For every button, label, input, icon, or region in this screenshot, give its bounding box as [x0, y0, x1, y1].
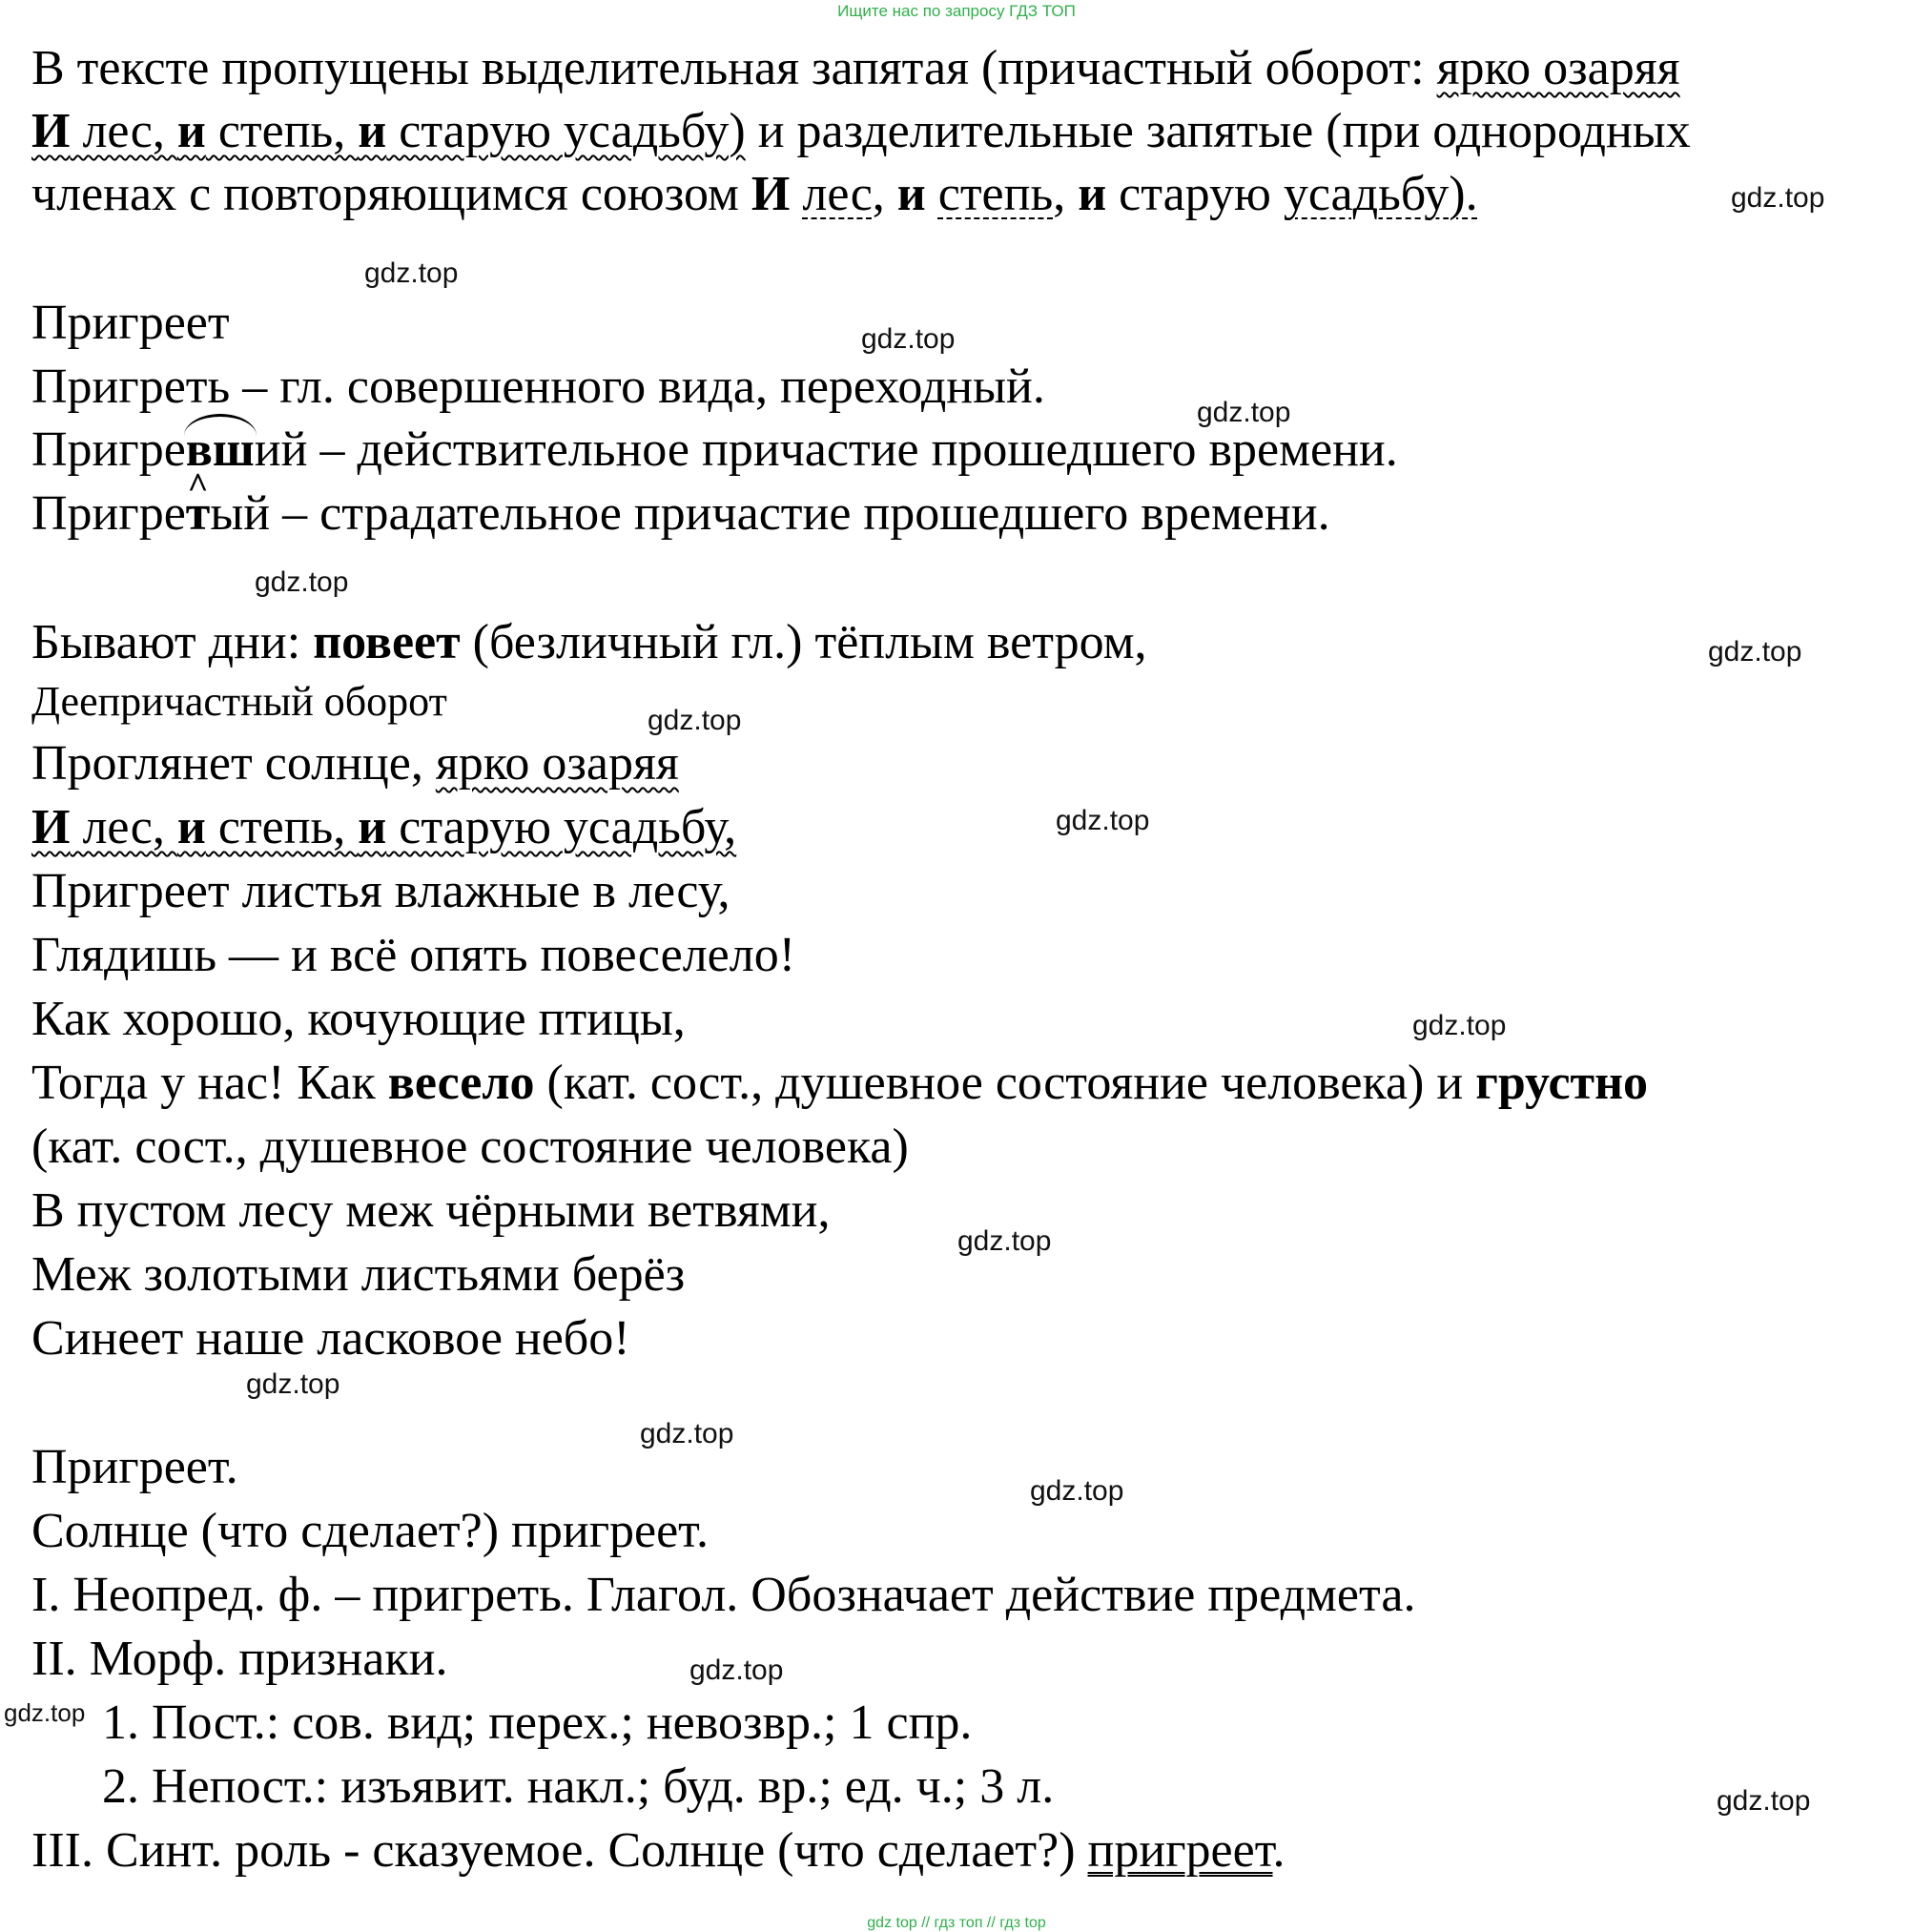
poem-line8: (кат. сост., душевное состояние человека) [31, 1120, 909, 1174]
conj: и [896, 167, 926, 221]
poem-line3 [31, 800, 737, 854]
text [790, 167, 802, 221]
morph1-inf: Пригреть – гл. совершенного вида, переходный. [31, 360, 1045, 414]
text: Бывают дни: [31, 615, 314, 669]
conj: и [1078, 167, 1107, 221]
homogeneous-member: степь [937, 167, 1054, 221]
morph1-participle2 [31, 486, 1330, 541]
text: и разделительные запятые (при однородных [745, 104, 1691, 158]
watermark: gdz.top [364, 257, 459, 289]
text: степь, [205, 104, 359, 158]
conj: И [31, 800, 71, 854]
poem-line2 [31, 736, 679, 791]
poem-line10: Меж золотыми листьями берёз [31, 1247, 686, 1302]
analysis-question: Солнце (что сделает?) пригреет. [31, 1504, 709, 1558]
watermark: gdz.top [648, 705, 742, 736]
conj: И [751, 167, 791, 221]
analysis-section3 [31, 1823, 1286, 1878]
text: . [1272, 1823, 1286, 1878]
poem-line5: Глядишь — и всё опять повеселело! [31, 928, 796, 982]
para1-line1 [31, 41, 1680, 95]
watermark: gdz.top [255, 566, 349, 598]
para1-line3 [31, 167, 1478, 221]
suffix: ^ т [186, 489, 211, 539]
watermark: gdz.top [246, 1368, 340, 1400]
analysis-section1: I. Неопред. ф. – пригреть. Глагол. Обозначает действие предмета. [31, 1568, 1416, 1622]
watermark: gdz.top [689, 1655, 784, 1686]
conj: и [358, 104, 387, 158]
state-word: грустно [1475, 1056, 1649, 1110]
text: Тогда у нас! Как [31, 1056, 388, 1110]
poem-line9: В пустом лесу меж чёрными ветвями, [31, 1183, 831, 1238]
adverbial-phrase: ярко озаряя [435, 736, 679, 791]
conj: и [358, 800, 387, 854]
state-word: весело [387, 1056, 535, 1110]
text: лес, [70, 104, 177, 158]
analysis-section2b: 2. Непост.: изъявит. накл.; буд. вр.; ед. ч.; 3 л. [102, 1759, 1055, 1814]
analysis-word: Пригреет. [31, 1440, 238, 1494]
poem-line1 [31, 615, 1147, 669]
poem-line11: Синеет наше ласковое небо! [31, 1311, 630, 1366]
text: лес, [70, 800, 177, 854]
poem-line4: Пригреет листья влажные в лесу, [31, 864, 730, 918]
text: III. Синт. роль - сказуемое. Солнце (что сделает?) [31, 1823, 1088, 1878]
text: старую усадьбу, [386, 800, 737, 854]
watermark: gdz.top [1717, 1785, 1811, 1817]
text: Пригре [31, 486, 186, 541]
top-banner: Ищите нас по запросу ГДЗ ТОП [837, 2, 1076, 20]
watermark: gdz.top [957, 1225, 1052, 1257]
morph1-word: Пригреет [31, 296, 230, 350]
watermark: gdz.top [1731, 182, 1825, 214]
text: старую усадьбу) [386, 104, 746, 158]
text: (безличный гл.) тёплым ветром, [460, 615, 1147, 669]
watermark: gdz.top [1197, 397, 1291, 428]
text: , [1053, 167, 1079, 221]
verb: повеет [313, 615, 461, 669]
text: (кат. сост., душевное состояние человека) и [534, 1056, 1476, 1110]
poem-line6: Как хорошо, кочующие птицы, [31, 992, 686, 1046]
participle-phrase: ярко озаряя [1436, 41, 1680, 95]
watermark: gdz.top [1412, 1010, 1507, 1041]
text [926, 167, 938, 221]
para1-line2 [31, 104, 1691, 158]
watermark: gdz.top [861, 323, 956, 355]
poem-label: Деепричастный оборот [31, 678, 447, 725]
conj: и [176, 104, 206, 158]
bottom-banner: gdz top // гдз топ // гдз top [867, 1915, 1046, 1931]
text: ий – действительное причастие прошедшего времени. [254, 422, 1398, 477]
watermark: gdz.top [1708, 636, 1802, 668]
text: В тексте пропущены выделительная запятая (причастный оборот: [31, 41, 1437, 95]
text: , [872, 167, 897, 221]
poem-line7 [31, 1058, 1648, 1108]
watermark: gdz.top [4, 1698, 86, 1727]
text: Проглянет солнце, [31, 736, 436, 791]
text: старую [1106, 167, 1284, 221]
predicate: пригреет [1087, 1823, 1273, 1878]
conj: И [31, 104, 71, 158]
homogeneous-member: лес [802, 167, 873, 221]
suffix: вш [185, 422, 255, 477]
text: членах с повторяющимся союзом [31, 167, 751, 221]
conj: и [176, 800, 206, 854]
morph1-participle1 [31, 422, 1398, 477]
text: ый – страдательное причастие прошедшего времени. [210, 486, 1330, 541]
watermark: gdz.top [640, 1418, 734, 1449]
analysis-section2a: 1. Пост.: сов. вид; перех.; невозвр.; 1 спр. [102, 1696, 973, 1750]
text: степь, [205, 800, 359, 854]
watermark: gdz.top [1030, 1475, 1124, 1507]
text: Пригре [31, 422, 186, 477]
watermark: gdz.top [1056, 805, 1150, 836]
homogeneous-member: усадьбу). [1283, 167, 1478, 221]
analysis-section2: II. Морф. признаки. [31, 1632, 448, 1686]
